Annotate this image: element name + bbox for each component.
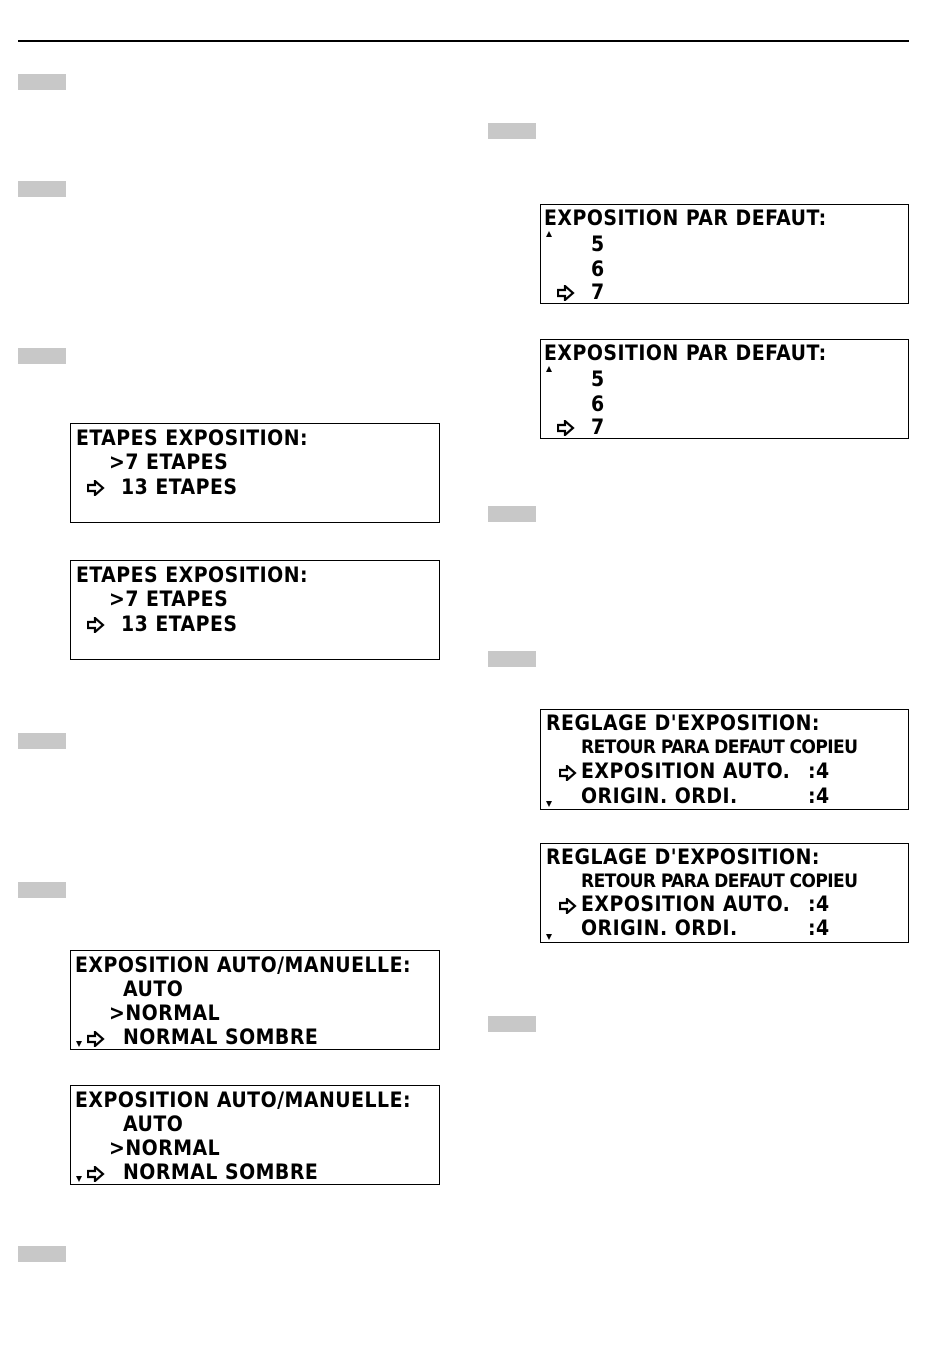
option-auto[interactable]: AUTO xyxy=(123,977,184,1001)
option-13-etapes[interactable]: 13 ETAPES xyxy=(121,475,238,499)
panel-title: EXPOSITION PAR DEFAUT: xyxy=(544,341,827,365)
panel-title: ETAPES EXPOSITION: xyxy=(76,563,309,587)
exposition-auto-value: :4 xyxy=(808,759,830,783)
option-normal-sombre[interactable]: NORMAL SOMBRE xyxy=(123,1025,319,1049)
scroll-up-icon xyxy=(546,366,552,372)
cursor-arrow-icon xyxy=(557,285,575,301)
cursor-arrow-icon xyxy=(559,898,577,914)
option-7-etapes[interactable]: >7 ETAPES xyxy=(109,587,229,611)
cursor-arrow-icon xyxy=(559,765,577,781)
step-marker xyxy=(18,348,66,364)
step-marker xyxy=(18,882,66,898)
cursor-arrow-icon xyxy=(87,1031,105,1047)
exposition-auto-value: :4 xyxy=(808,892,830,916)
option-normal[interactable]: >NORMAL xyxy=(109,1001,221,1025)
cursor-arrow-icon xyxy=(87,1166,105,1182)
option-normal-sombre[interactable]: NORMAL SOMBRE xyxy=(123,1160,319,1184)
step-marker xyxy=(488,1016,536,1032)
step-marker xyxy=(18,1246,66,1262)
option-6[interactable]: 6 xyxy=(591,257,605,281)
scroll-down-icon xyxy=(546,801,552,807)
menu-item-exposition-auto[interactable]: EXPOSITION AUTO. xyxy=(581,892,791,916)
menu-item-retour-defaut[interactable]: RETOUR PARA DEFAUT COPIEU xyxy=(581,870,858,892)
option-7-etapes[interactable]: >7 ETAPES xyxy=(109,450,229,474)
header-rule xyxy=(18,40,909,42)
lcd-panel-reglage-exposition xyxy=(540,843,909,943)
option-6[interactable]: 6 xyxy=(591,392,605,416)
cursor-arrow-icon xyxy=(557,420,575,436)
step-marker xyxy=(488,651,536,667)
step-marker xyxy=(18,733,66,749)
panel-title: EXPOSITION AUTO/MANUELLE: xyxy=(75,1088,412,1112)
panel-title: ETAPES EXPOSITION: xyxy=(76,426,309,450)
lcd-panel-exposition-par-defaut xyxy=(540,339,909,439)
scroll-down-icon xyxy=(546,934,552,940)
origin-ordi-value: :4 xyxy=(808,916,830,940)
lcd-panel-etapes-exposition xyxy=(70,423,440,523)
menu-item-retour-defaut[interactable]: RETOUR PARA DEFAUT COPIEU xyxy=(581,736,858,758)
panel-title: REGLAGE D'EXPOSITION: xyxy=(546,711,820,735)
option-normal[interactable]: >NORMAL xyxy=(109,1136,221,1160)
option-5[interactable]: 5 xyxy=(591,367,605,391)
lcd-panel-exposition-auto-manuelle xyxy=(70,950,440,1050)
option-5[interactable]: 5 xyxy=(591,232,605,256)
scroll-down-icon xyxy=(76,1176,82,1182)
option-7[interactable]: 7 xyxy=(591,415,605,439)
panel-title: REGLAGE D'EXPOSITION: xyxy=(546,845,820,869)
lcd-panel-exposition-par-defaut xyxy=(540,204,909,304)
menu-item-origin-ordi[interactable]: ORIGIN. ORDI. xyxy=(581,916,738,940)
option-7[interactable]: 7 xyxy=(591,280,605,304)
lcd-panel-exposition-auto-manuelle xyxy=(70,1085,440,1185)
option-auto[interactable]: AUTO xyxy=(123,1112,184,1136)
step-marker xyxy=(488,506,536,522)
step-marker xyxy=(18,74,66,90)
menu-item-origin-ordi[interactable]: ORIGIN. ORDI. xyxy=(581,784,738,808)
origin-ordi-value: :4 xyxy=(808,784,830,808)
lcd-panel-etapes-exposition xyxy=(70,560,440,660)
scroll-down-icon xyxy=(76,1041,82,1047)
step-marker xyxy=(488,123,536,139)
cursor-arrow-icon xyxy=(87,617,105,633)
menu-item-exposition-auto[interactable]: EXPOSITION AUTO. xyxy=(581,759,791,783)
panel-title: EXPOSITION AUTO/MANUELLE: xyxy=(75,953,412,977)
step-marker xyxy=(18,181,66,197)
scroll-up-icon xyxy=(546,231,552,237)
lcd-panel-reglage-exposition xyxy=(540,709,909,810)
cursor-arrow-icon xyxy=(87,480,105,496)
option-13-etapes[interactable]: 13 ETAPES xyxy=(121,612,238,636)
panel-title: EXPOSITION PAR DEFAUT: xyxy=(544,206,827,230)
